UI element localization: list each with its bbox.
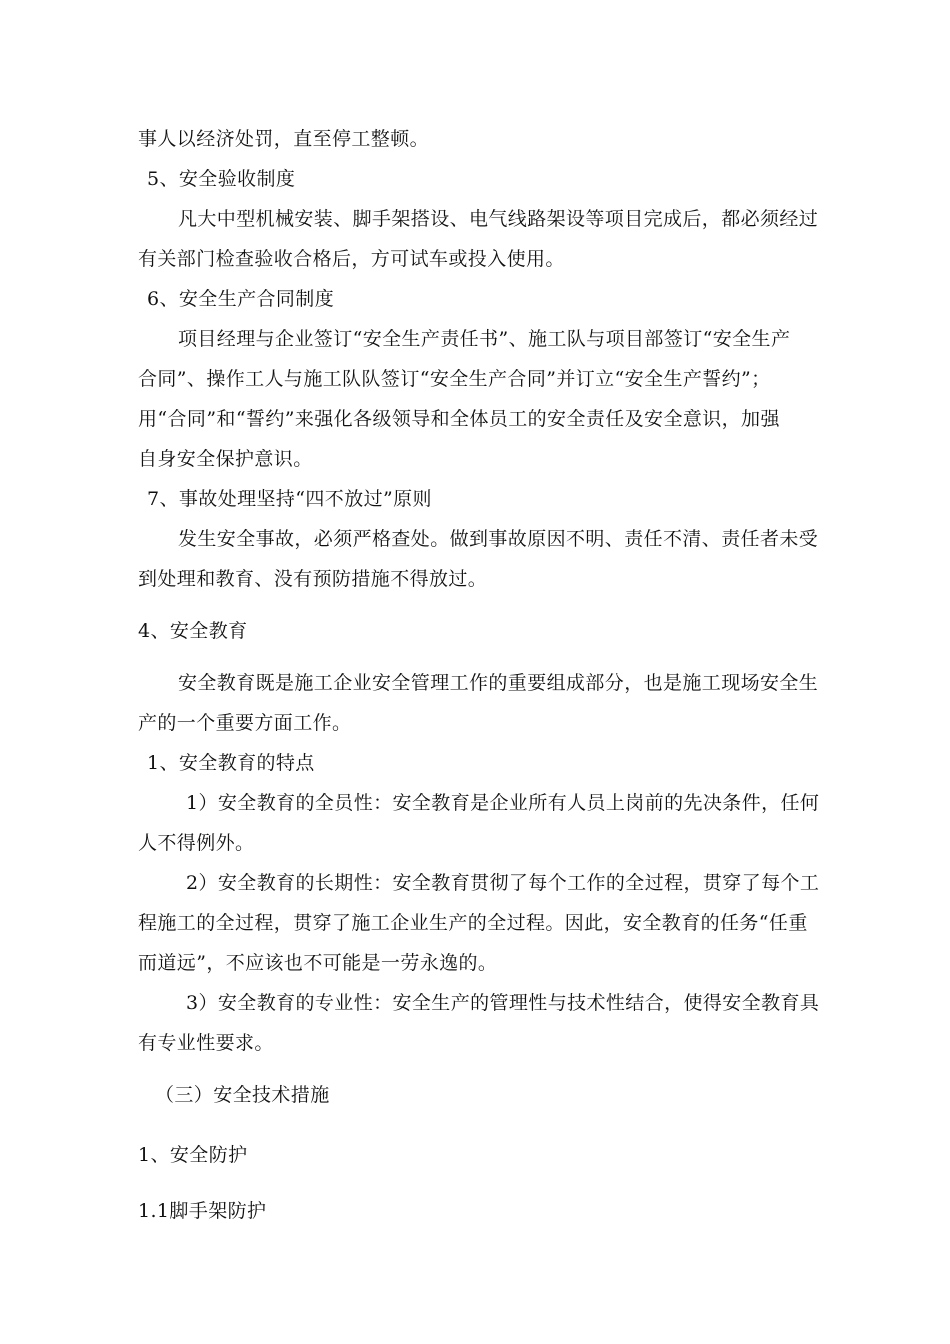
text-line: 程施工的全过程，贯穿了施工企业生产的全过程。因此，安全教育的任务“任重 [138, 912, 808, 934]
section-heading: 1、安全防护 [138, 1144, 248, 1166]
text-line: 合同”、操作工人与施工队队签订“安全生产合同”并订立“安全生产誓约”； [138, 368, 771, 390]
text-line: 事人以经济处罚，直至停工整顿。 [138, 128, 430, 150]
text-line: 1）安全教育的全员性：安全教育是企业所有人员上岗前的先决条件，任何 [186, 792, 820, 814]
text-line: 3）安全教育的专业性：安全生产的管理性与技术性结合，使得安全教育具 [186, 992, 820, 1014]
section-heading: 1、安全教育的特点 [147, 752, 315, 774]
text-line: 产的一个重要方面工作。 [138, 712, 352, 734]
text-line: 有专业性要求。 [138, 1032, 274, 1054]
text-line: 项目经理与企业签订“安全生产责任书”、施工队与项目部签订“安全生产 [178, 328, 791, 350]
section-heading: 7、事故处理坚持“四不放过”原则 [147, 488, 432, 510]
text-line: 凡大中型机械安装、脚手架搭设、电气线路架设等项目完成后，都必须经过 [178, 208, 819, 230]
text-line: 2）安全教育的长期性：安全教育贯彻了每个工作的全过程，贯穿了每个工 [186, 872, 820, 894]
text-line: 用“合同”和“誓约”来强化各级领导和全体员工的安全责任及安全意识，加强 [138, 408, 780, 430]
text-line: 人不得例外。 [138, 832, 255, 854]
section-heading: 4、安全教育 [138, 620, 248, 642]
text-line: 有关部门检查验收合格后，方可试车或投入使用。 [138, 248, 565, 270]
section-heading: 6、安全生产合同制度 [147, 288, 335, 310]
text-line: 发生安全事故，必须严格查处。做到事故原因不明、责任不清、责任者未受 [178, 528, 819, 550]
text-line: 而道远”，不应该也不可能是一劳永逸的。 [138, 952, 498, 974]
text-line: 安全教育既是施工企业安全管理工作的重要组成部分，也是施工现场安全生 [178, 672, 819, 694]
text-line: 自身安全保护意识。 [138, 448, 313, 470]
section-heading: （三）安全技术措施 [155, 1084, 330, 1106]
section-heading: 5、安全验收制度 [147, 168, 296, 190]
section-heading: 1.1脚手架防护 [138, 1200, 267, 1222]
text-line: 到处理和教育、没有预防措施不得放过。 [138, 568, 488, 590]
